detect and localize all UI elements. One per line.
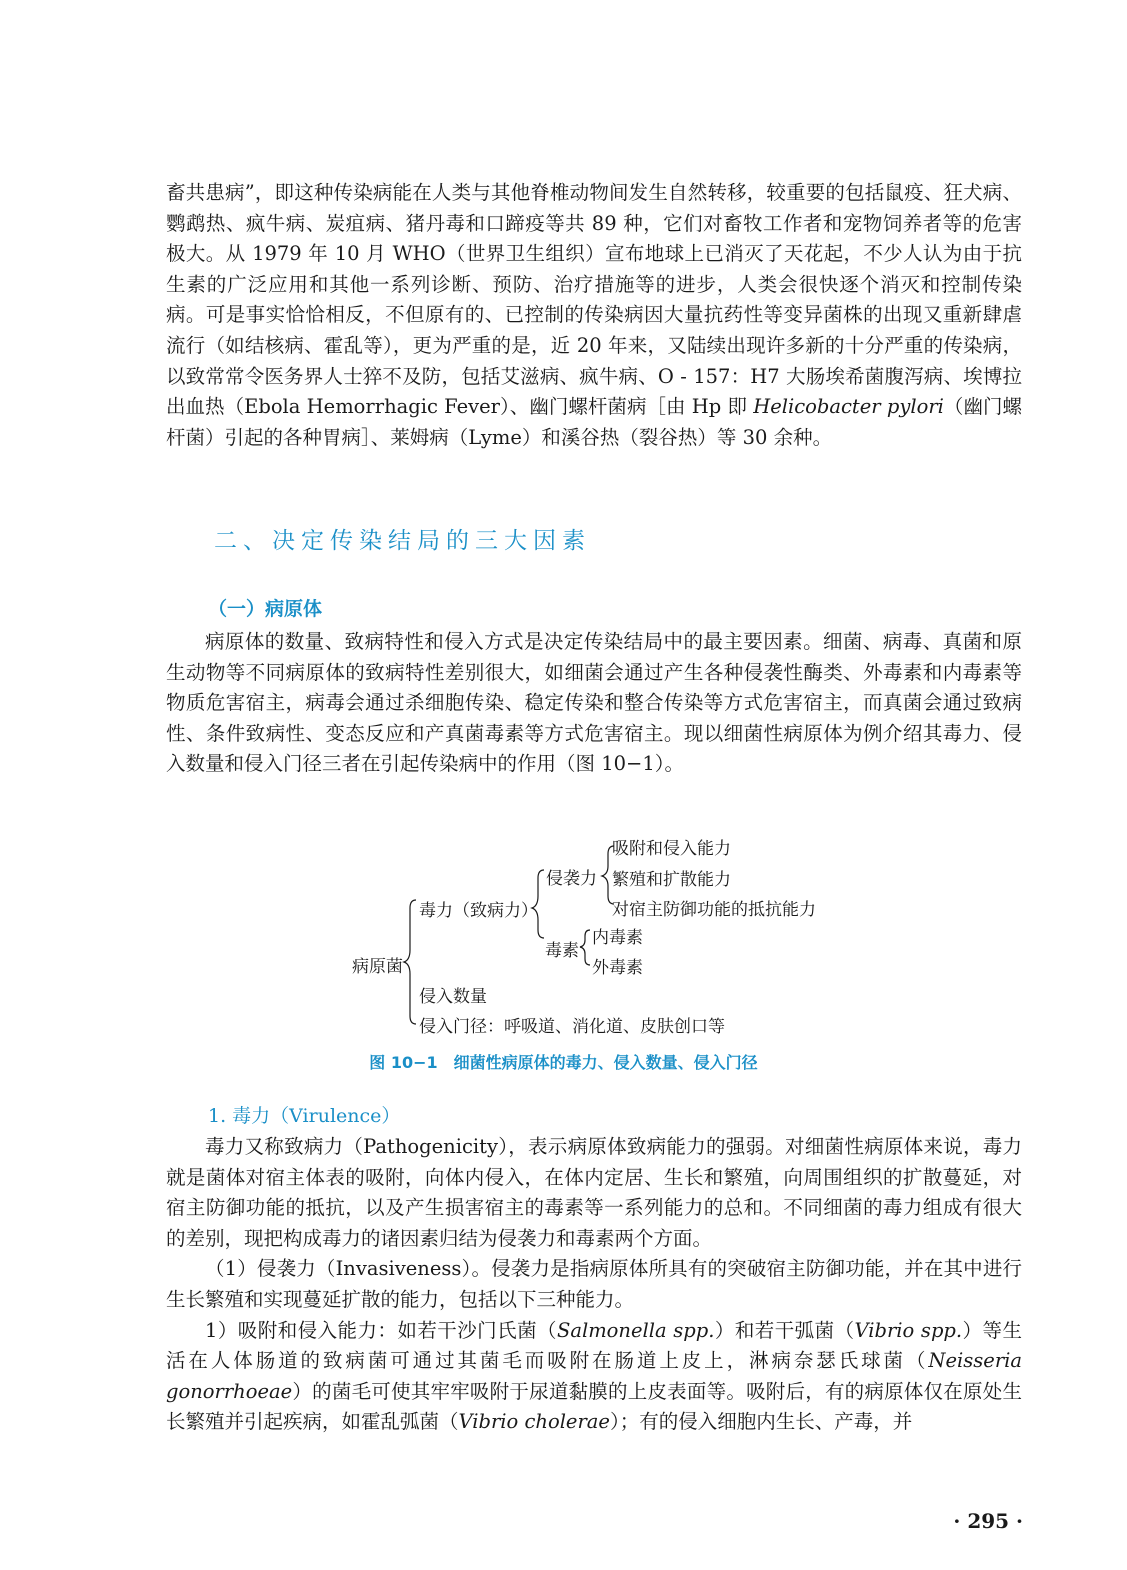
latin-salmonella: Salmonella spp.: [556, 1318, 715, 1342]
subsection-heading: （一）病原体: [208, 598, 323, 620]
intro-text-part1: 畜共患病”，即这种传染病能在人类与其他脊椎动物间发生自然转移，较重要的包括鼠疫、狂犬病、鹦鹉热、疯牛病、炭疽病、猪丹毒和口蹄疫等共 89 种，它们对畜牧工作者和宠物饲养者等的危害极大。从 1979 年 10 月 WHO（世界卫生组织）宣布地球上已消灭了天花起，不少人认为由于抗生素的广泛应用和其他一系列诊断、预防、治疗措施等的进步，人类会很快逐个消灭和控制传染病。可是事实恰恰相反，不但原有的、已控制的传染病因大量抗药性等变异菌株的出现又重新肆虐流行（如结核病、霍乱等），更为严重的是，近 20 年来，又陆续出现许多新的十分严重的传染病，以致常常令医务界人士猝不及防，包括艾滋病、疯牛病、O - 157：H7 大肠埃希菌腹泻病、埃博拉出血热（Ebola Hemorrhagic Fever）、幽门螺杆菌病［由 Hp 即: [166, 181, 1022, 419]
diagram-toxin: 毒素: [545, 941, 579, 961]
pathogen-paragraph-text: 病原体的数量、致病特性和侵入方式是决定传染结局中的最主要因素。细菌、病毒、真菌和原生动物等不同病原体的致病特性差别很大，如细菌会通过产生各种侵袭性酶类、外毒素和内毒素等物质危害宿主，病毒会通过杀细胞传染、稳定传染和整合传染等方式危害宿主，而真菌会通过致病性、条件致病性、变态反应和产真菌毒素等方式危害宿主。现以细菌性病原体为例介绍其毒力、侵入数量和侵入门径三者在引起传染病中的作用（图 10−1）。: [166, 630, 1022, 776]
latin-vibrio-cholerae: Vibrio cholerae: [458, 1410, 610, 1434]
diagram-exotoxin: 外毒素: [592, 958, 643, 978]
diagram-invasiveness: 侵袭力: [546, 869, 597, 889]
root-brace: [404, 900, 416, 1024]
diagram-virulence: 毒力（致病力）: [419, 901, 538, 921]
adhesion-text-2: ）和若干弧菌（: [714, 1318, 855, 1342]
invasiveness-paragraph: （1）侵袭力（Invasiveness）。侵袭力是指病原体所具有的突破宿主防御功能，并在其中进行生长繁殖和实现蔓延扩散的能力，包括以下三种能力。: [166, 1257, 1022, 1311]
virulence-section: [166, 1132, 1022, 1438]
adhesion-text-4: ）的菌毛可使其牢牢吸附于尿道黏膜的上皮表面等。吸附后，有的病原体仅在原处生长繁殖并引起疾病，如霍乱弧菌（: [166, 1379, 1022, 1434]
adhesion-text-5: ）；有的侵入细胞内生长、产毒，并: [609, 1410, 913, 1434]
adhesion-text-1: 1）吸附和侵入能力：如若干沙门氏菌（: [205, 1318, 557, 1342]
virulence-heading: 1. 毒力（Virulence）: [208, 1105, 401, 1127]
diagram-invasion-quantity: 侵入数量: [419, 987, 487, 1007]
latin-vibrio: Vibrio spp.: [854, 1318, 963, 1342]
diagram-proliferation-ability: 繁殖和扩散能力: [612, 870, 731, 890]
latin-neisseria: Neisseria gonorrhoeae: [166, 1349, 1022, 1403]
adhesion-text-3: ）等生活在人体肠道的致病菌可通过其菌毛而吸附在肠道上皮上，淋病奈瑟氏球菌（: [166, 1318, 1022, 1373]
diagram-resistance-ability: 对宿主防御功能的抵抗能力: [612, 900, 816, 920]
diagram-invasion-portal: 侵入门径：呼吸道、消化道、皮肤创口等: [419, 1017, 725, 1037]
virulence-paragraph: 毒力又称致病力（Pathogenicity），表示病原体致病能力的强弱。对细菌性病原体来说，毒力就是菌体对宿主体表的吸附，向体内侵入，在体内定居、生长和繁殖，向周围组织的扩散蔓延，对宿主防御功能的抵抗，以及产生损害宿主的毒素等一系列能力的总和。不同细菌的毒力组成有很大的差别，现把构成毒力的诸因素归结为侵袭力和毒素两个方面。: [166, 1135, 1022, 1250]
toxin-brace: [580, 930, 590, 965]
diagram-root-pathogen: 病原菌: [352, 957, 403, 977]
intro-text-part2: （幽门螺杆菌）引起的各种胃病］、莱姆病（Lyme）和溪谷热（裂谷热）等 30 余种。: [166, 395, 1022, 449]
figure-caption: 图 10−1 细菌性病原体的毒力、侵入数量、侵入门径: [369, 1053, 758, 1072]
page-number: · 295 ·: [953, 1509, 1023, 1533]
diagram-adhesion-ability: 吸附和侵入能力: [612, 839, 731, 859]
intro-latin-name: Helicobacter pylori: [753, 395, 944, 419]
pathogen-factor-diagram: [340, 828, 860, 1040]
intro-paragraph: [166, 178, 1022, 453]
diagram-endotoxin: 内毒素: [592, 928, 643, 948]
adhesion-paragraph: [166, 1316, 1022, 1438]
pathogen-paragraph: [166, 627, 1022, 780]
section-heading: 二、决定传染结局的三大因素: [214, 528, 591, 554]
